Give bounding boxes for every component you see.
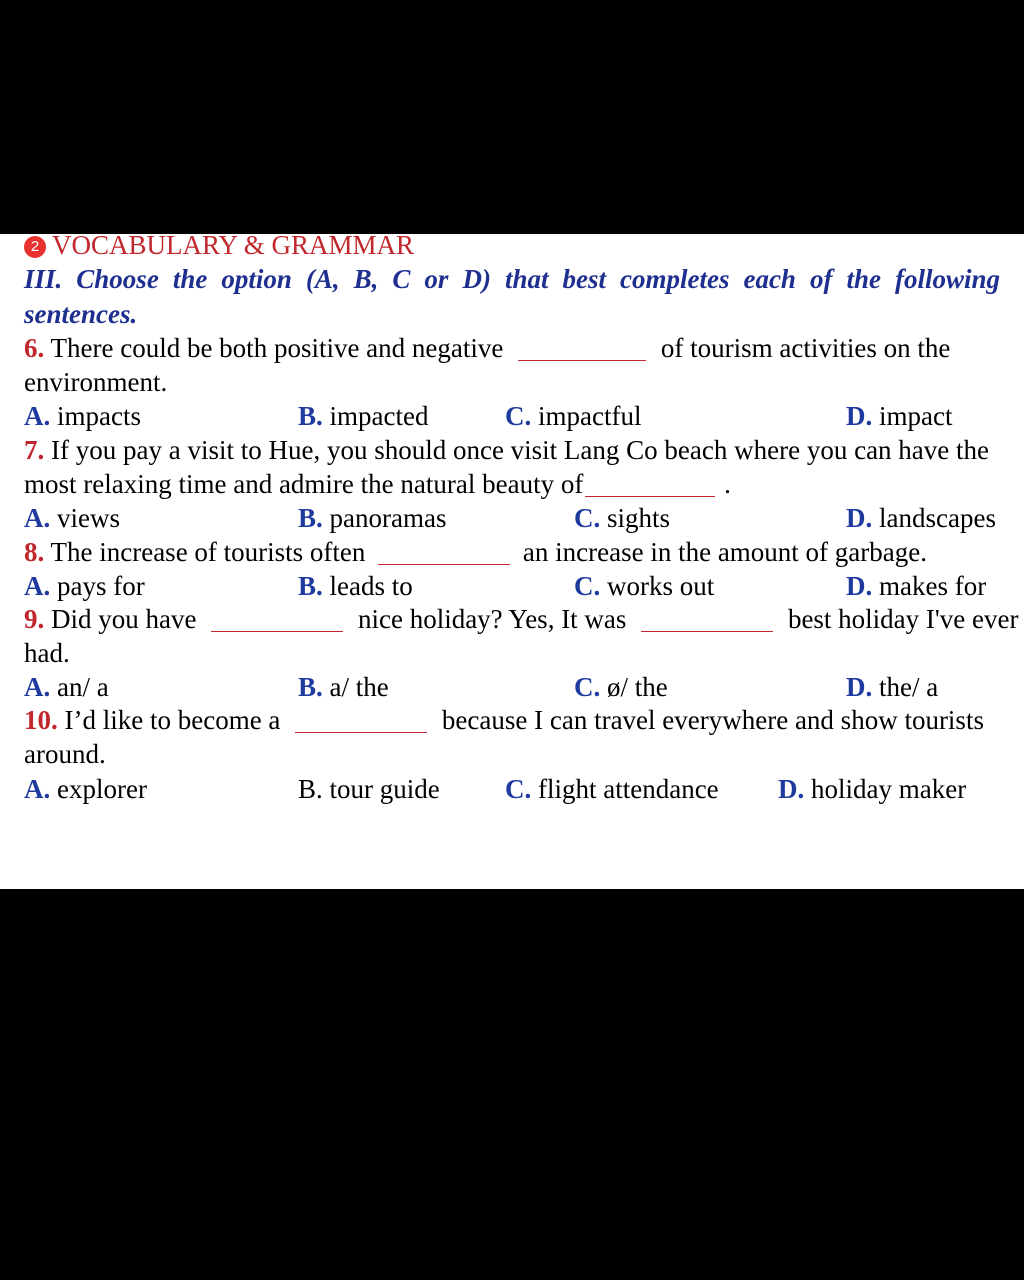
question-text: of tourism activities on the (654, 333, 951, 363)
question-7-continued (24, 467, 731, 501)
option-a[interactable]: A. views (24, 503, 120, 533)
option-c[interactable]: C. impactful (505, 401, 642, 431)
option-a[interactable]: A. explorer (24, 774, 147, 804)
question-text: If you pay a visit to Hue, you should once visit Lang Co beach where you can have the (51, 435, 989, 465)
option-b[interactable]: B. panoramas (298, 503, 447, 533)
instruction-line-1: III. Choose the option (A, B, C or D) that best completes each of the following (24, 264, 1000, 294)
answer-blank[interactable] (585, 470, 715, 497)
question-text: most relaxing time and admire the natural beauty of (24, 469, 584, 499)
question-text: an increase in the amount of garbage. (516, 537, 927, 567)
option-d[interactable]: D. the/ a (846, 672, 939, 702)
question-number: 8. (24, 537, 45, 567)
question-8 (24, 535, 927, 569)
question-6-continued: environment. (24, 367, 168, 397)
question-6 (24, 331, 950, 365)
option-d[interactable]: D. impact (846, 401, 953, 431)
option-b[interactable]: B. impacted (298, 401, 429, 431)
option-d[interactable]: D. holiday maker (778, 774, 967, 804)
answer-blank[interactable] (641, 605, 773, 632)
option-d[interactable]: D. landscapes (846, 503, 996, 533)
section-title: VOCABULARY & GRAMMAR (52, 230, 415, 260)
option-a[interactable]: A. an/ a (24, 672, 109, 702)
question-9 (24, 602, 1018, 636)
answer-blank[interactable] (378, 538, 510, 565)
question-10 (24, 703, 984, 737)
question-text: best holiday I've ever (781, 604, 1019, 634)
instruction-line-2: sentences. (24, 299, 138, 329)
question-text: There could be both positive and negative (50, 333, 511, 363)
option-d[interactable]: D. makes for (846, 571, 987, 601)
option-c[interactable]: C. flight attendance (505, 774, 719, 804)
option-a[interactable]: A. impacts (24, 401, 141, 431)
option-c[interactable]: C. ø/ the (574, 672, 668, 702)
question-text: . (717, 469, 731, 499)
option-b[interactable]: B. leads to (298, 571, 413, 601)
answer-blank[interactable] (295, 706, 427, 733)
question-number: 7. (24, 435, 45, 465)
question-number: 9. (24, 604, 45, 634)
option-c[interactable]: C. works out (574, 571, 715, 601)
question-text: The increase of tourists often (50, 537, 373, 567)
question-9-continued: had. (24, 638, 70, 668)
question-text: I’d like to become a (64, 705, 288, 735)
section-heading (24, 228, 414, 262)
question-number: 6. (24, 333, 45, 363)
option-b[interactable]: B. tour guide (298, 774, 440, 804)
option-c[interactable]: C. sights (574, 503, 671, 533)
answer-blank[interactable] (211, 605, 343, 632)
section-number-badge: 2 (24, 236, 46, 258)
option-a[interactable]: A. pays for (24, 571, 145, 601)
question-text: Did you have (51, 604, 204, 634)
question-10-continued: around. (24, 739, 106, 769)
answer-blank[interactable] (518, 334, 646, 361)
question-7 (24, 433, 989, 467)
question-text: because I can travel everywhere and show tourists (435, 705, 984, 735)
option-b[interactable]: B. a/ the (298, 672, 389, 702)
question-text: nice holiday? Yes, It was (351, 604, 634, 634)
question-number: 10. (24, 705, 58, 735)
